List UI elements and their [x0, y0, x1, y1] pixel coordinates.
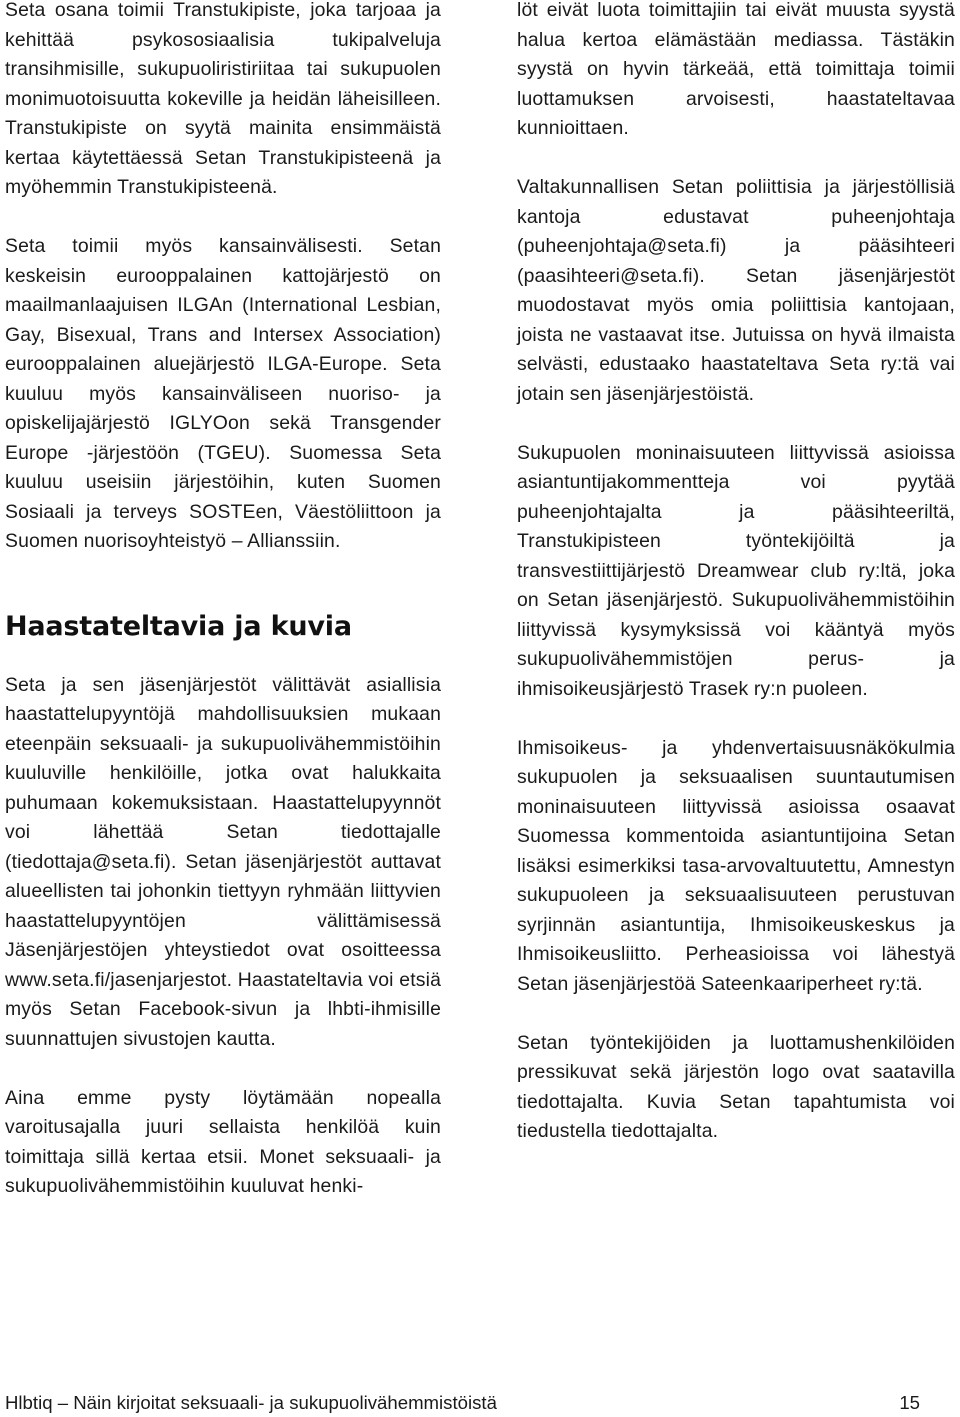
paragraph-international: Seta toimii myös kansainvälisesti. Setan keskeisin eurooppalainen kattojärjestö on maailmanlaajuisen ILGAn (International Lesbian, Gay, Bisexual, Trans and Intersex Association) eurooppalainen aluejärjestö ILGA-Europe. Seta kuuluu myös kansainväliseen nuoriso- ja opiskelijajärjestö IGLYOon sekä Transgender Europe -järjestöön (TGEU). Suomessa Seta kuuluu useisiin järjestöihin, kuten Suomen Sosiaali ja terveys SOSTEen, Väestöliittoon ja Suomen nuorisoyhteistyö – Allianssiin. — [5, 235, 441, 552]
right-column — [517, 0, 955, 1147]
paragraph-transtukipiste: Seta osana toimii Transtukipiste, joka tarjoaa ja kehittää psykososiaalisia tukipalveluja transihmisille, sukupuoliristiriitaa tai sukupuolen monimuotoisuutta kokeville ja heidän läheisilleen. Transtukipiste on syytä mainita ensimmäistä kertaa käytettäessä Setan Transtukipisteenä ja myöhemmin Transtukipisteenä. — [5, 0, 441, 198]
paragraph-finding-people: Aina emme pysty löytämään nopealla varoitusajalla juuri sellaista henkilöä kuin toimittaja sillä kertaa etsii. Monet seksuaali- ja sukupuolivähemmistöihin kuuluvat henki- — [5, 1086, 441, 1197]
footer-title: Hlbtiq – Näin kirjoitat seksuaali- ja sukupuolivähemmistöistä — [5, 1392, 497, 1413]
page-footer — [5, 1391, 920, 1415]
paragraph-press-photos: Setan työntekijöiden ja luottamushenkilöiden pressikuvat sekä järjestön logo ovat saatavilla tiedottajalta. Kuvia Setan tapahtumista voi tiedustella tiedottajalta. — [517, 1031, 955, 1142]
section-heading: Haastateltavia ja kuvia — [5, 610, 352, 642]
paragraph-gender-diversity-experts: Sukupuolen moninaisuuteen liittyvissä asioissa asiantuntijakommentteja voi pyytää puheenjohtajalta ja pääsihteeriltä, Transtukipisteen työntekijöiltä ja transvestiittijärjestö Dreamwear club ry:ltä, joka on Setan jäsenjärjestö. Sukupuolivähemmistöihin liittyvissä kysymyksissä voi kääntyä myös sukupuolivähemmistöjen perus- ja ihmisoikeusjärjestö Trasek ry:n puoleen. — [517, 441, 955, 700]
paragraph-human-rights-experts: Ihmisoikeus- ja yhdenvertaisuusnäkökulmia sukupuolen ja seksuaalisen suuntautumisen moninaisuuteen liittyvissä asioissa osaavat Suomessa kommentoida asiantuntijoina Setan lisäksi esimerkiksi tasa-arvovaltuutettu, Amnestyn sukupuoleen ja seksuaalisuuteen perustuvan syrjinnän asiantuntija, Ihmisoikeuskeskus ja Ihmisoikeusliitto. Perheasioissa voi lähestyä Setan jäsenjärjestöä Sateenkaariperheet ry:tä. — [517, 736, 955, 995]
page-number: 15 — [899, 1392, 920, 1413]
paragraph-interview-requests: Seta ja sen jäsenjärjestöt välittävät asiallisia haastattelupyyntöjä mahdollisuuksien mukaan eteenpäin seksuaali- ja sukupuolivähemmistöihin kuuluville henkilöille, jotka ovat halukkaita puhumaan kokemuksistaan. Haastattelupyynnöt voi lähettää Setan tiedottajalle (tiedottaja@seta.fi). Setan jäsenjärjestöt auttavat alueellisten tai johonkin tiettyyn ryhmään liittyvien haastattelupyyntöjen välittämisessä Jäsenjärjestöjen yhteystiedot ovat osoitteessa www.seta.fi/jasenjarjestot. Haastateltavia voi etsiä myös Setan Facebook-sivun ja lhbti-ihmisille suunnattujen sivustojen kautta. — [5, 673, 441, 1050]
paragraph-political-stances: Valtakunnallisen Setan poliittisia ja järjestöllisiä kantoja edustavat puheenjohtaja (puheenjohtaja@seta.fi) ja pääsihteeri (paasihteeri@seta.fi). Setan jäsenjärjestöt muodostavat myös omia poliittisia kantojaan, joista ne vastaavat itse. Jutuissa on hyvä ilmaista selvästi, edustaako haastateltava Seta ry:tä vai jotain sen jäsenjärjestöistä. — [517, 176, 955, 405]
left-column — [5, 0, 441, 1202]
paragraph-trust: löt eivät luota toimittajiin tai eivät muusta syystä halua kertoa elämästään mediassa. Tästäkin syystä on hyvin tärkeää, että toimittaja toimii luottamuksen arvoisesti, haastateltavaa kunnioittaen. — [517, 0, 955, 139]
